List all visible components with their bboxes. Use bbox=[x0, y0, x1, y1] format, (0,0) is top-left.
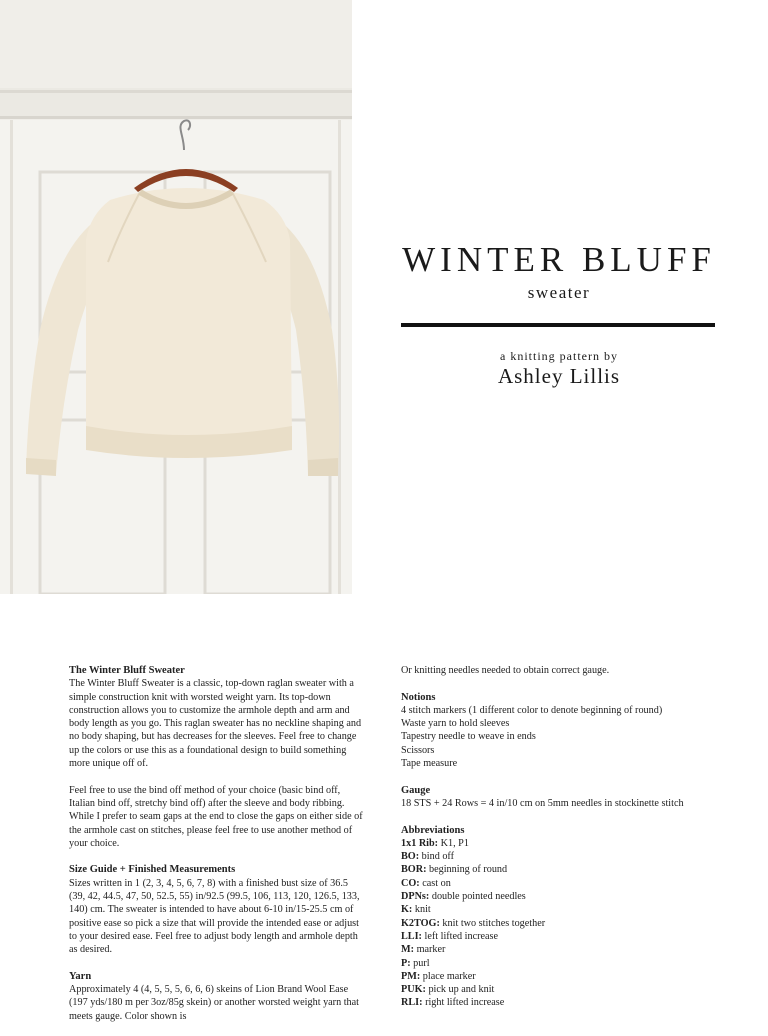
abbreviations-heading: Abbreviations bbox=[401, 824, 465, 836]
byline: a knitting pattern by bbox=[500, 349, 618, 363]
notion-item: Tapestry needle to weave in ends bbox=[401, 731, 536, 743]
abbreviation-item: CO: cast on bbox=[401, 877, 451, 889]
abbreviation-item: K: knit bbox=[401, 904, 431, 916]
cover-photo bbox=[0, 0, 352, 594]
notion-item: Tape measure bbox=[401, 758, 458, 770]
title-divider bbox=[401, 323, 715, 327]
cover-title-block bbox=[384, 238, 734, 388]
right-column bbox=[401, 664, 721, 1010]
intro-paragraph-1: The Winter Bluff Sweater is a classic, top-down raglan sweater with a simple construction knit with worsted weight yarn. Its top-down construction allows you to customize the armhole depth and arm and body length as you go. This raglan sweater has no neckline shaping and no body shaping, but has decreases for the sleeves. Feel free to change up the colors or use this as a foundational design to build something more unique off of. bbox=[69, 678, 362, 770]
abbreviation-item: 1x1 Rib: K1, P1 bbox=[401, 837, 469, 849]
abbreviation-item: LLI: left lifted increase bbox=[401, 930, 499, 942]
left-column bbox=[69, 664, 365, 1036]
author-name: Ashley Lillis bbox=[497, 364, 621, 388]
notions-heading: Notions bbox=[401, 691, 436, 703]
sizes-text: Sizes written in 1 (2, 3, 4, 5, 6, 7, 8) with a finished bust size of 36.5 (39, 42, 44.5, 47, 50, 52.5, 55) in/92.5 (99.5, 106, 113, 120, 126.5, 133, 140) cm. The sweater is intended to have about 6-10 in/15-25.5 cm of positive ease so pick a size that will provide the intended ease or adjust to your desired ease. Feel free to adjust body length and armhole depth as desired. bbox=[69, 877, 360, 956]
notion-item: Scissors bbox=[401, 744, 435, 756]
abbreviation-item: K2TOG: knit two stitches together bbox=[401, 917, 546, 929]
pattern-title: WINTER BLUFF bbox=[402, 240, 716, 279]
sweater-photo-illustration bbox=[0, 0, 352, 594]
abbreviation-item: PM: place marker bbox=[401, 970, 476, 982]
abbreviation-item: DPNs: double pointed needles bbox=[401, 891, 526, 903]
yarn-text: Approximately 4 (4, 5, 5, 5, 6, 6, 6) skeins of Lion Brand Wool Ease (197 yds/180 m per 3oz/85g skein) or another worsted weight yarn that meets gauge. Color shown is bbox=[69, 984, 359, 1022]
pattern-subtitle: sweater bbox=[527, 283, 591, 302]
sizes-heading: Size Guide + Finished Measurements bbox=[69, 864, 236, 876]
abbreviation-item: PUK: pick up and knit bbox=[401, 984, 495, 996]
gauge-text: 18 STS + 24 Rows = 4 in/10 cm on 5mm needles in stockinette stitch bbox=[401, 797, 684, 809]
abbreviation-item: M: marker bbox=[401, 944, 446, 956]
intro-heading: The Winter Bluff Sweater bbox=[69, 665, 185, 676]
abbreviation-item: P: purl bbox=[401, 957, 430, 969]
abbreviations-list bbox=[401, 837, 721, 1010]
intro-paragraph-2: Feel free to use the bind off method of your choice (basic bind off, Italian bind off, stretchy bind off) after the sleeve and body ribbing. While I prefer to seam gaps at the end to close the gaps on either side of the armhole cast on stitches, please feel free to use another method of your choice. bbox=[69, 784, 363, 849]
yarn-heading: Yarn bbox=[69, 970, 92, 982]
notions-list bbox=[401, 704, 721, 770]
notion-item: Waste yarn to hold sleeves bbox=[401, 718, 510, 730]
needles-note: Or knitting needles needed to obtain correct gauge. bbox=[401, 665, 610, 676]
gauge-heading: Gauge bbox=[401, 784, 431, 796]
abbreviation-item: BO: bind off bbox=[401, 851, 455, 863]
abbreviation-item: RLI: right lifted increase bbox=[401, 997, 505, 1009]
notion-item: 4 stitch markers (1 different color to denote beginning of round) bbox=[401, 704, 663, 716]
abbreviation-item: BOR: beginning of round bbox=[401, 864, 508, 876]
